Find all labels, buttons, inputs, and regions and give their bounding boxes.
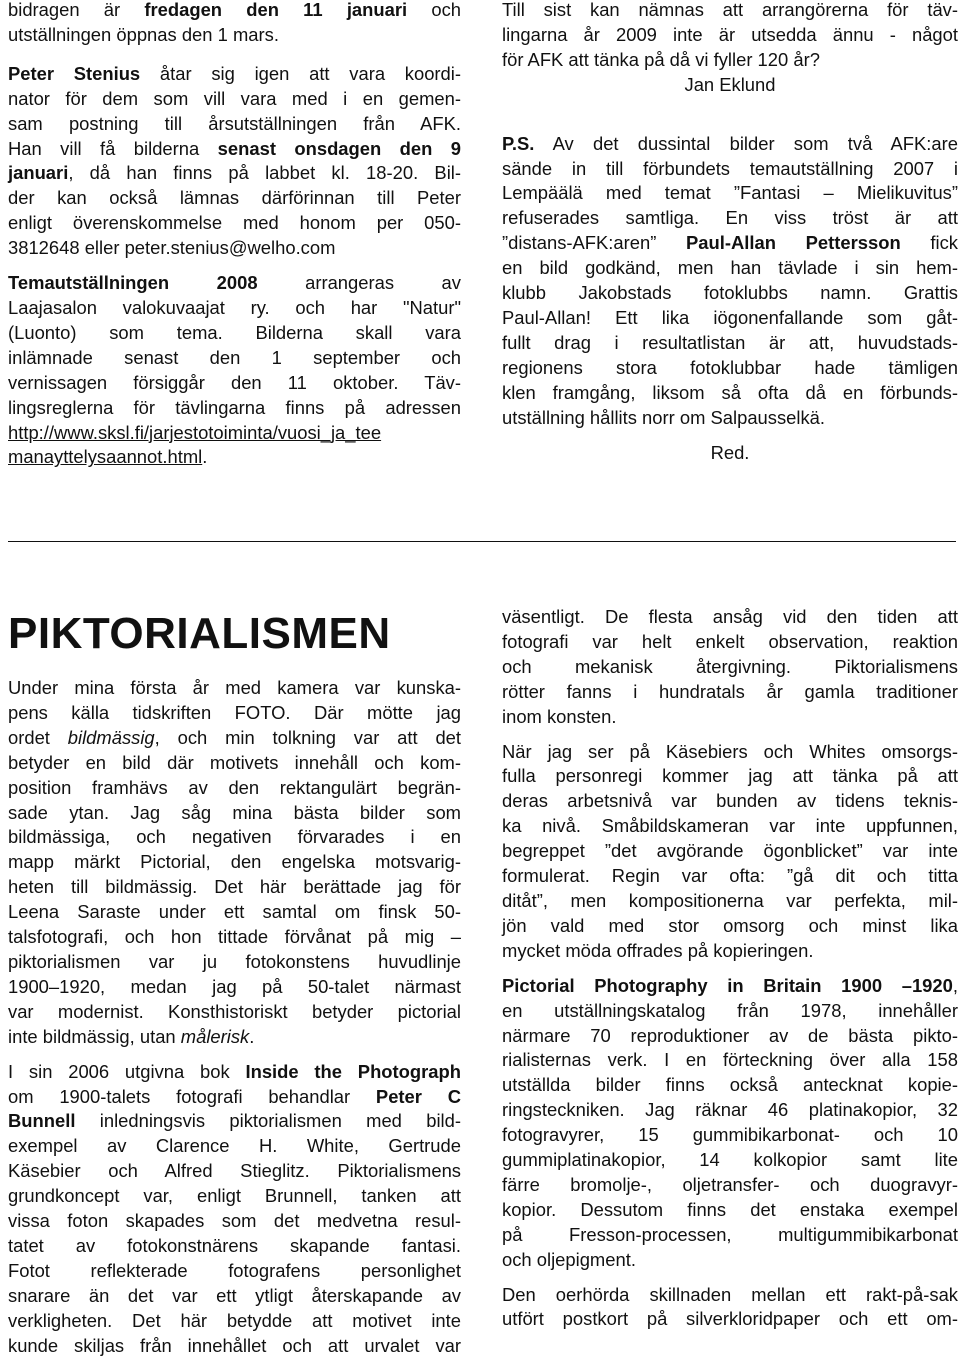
paragraph-bunnell: I sin 2006 utgivna bok Inside the Photograph om 1900-talets fotografi behandlar Peter C Bunnell inledningsvis piktorialismen med bild- exempel av Clarence H. White, Gertrude Käsebier och Alfred Stieglitz. Piktorialismens grundkoncept var, enligt Brunnell, tanken att vissa foton skapades som det medvetna resul- tatet av fotokonstnärens skapande fantasi. Fotot reflekterade fotografens personlighet snarare än det var ett ytligt återskapande av verkligheten. Det här betydde att motivet inte kunde skiljas från innehållet och att urvalet var [8,1060,461,1356]
column-top-right [502,0,958,465]
paragraph-postscript: P.S. Av det dussintal bilder som två AFK:are sände in till förbundets temautställning 2007 i Lempäälä med temat ”Fantasi – Mielikuvitus” refuserades samtliga. En viss tröst är att ”distans-AFK:aren” Paul-Allan Pettersson fick en bild godkänd, men han tävlade i sin hem- klubb Jakobstads fotoklubbs namn. Grattis Paul-Allan! Ett lika iögonenfallande som gåt- fullt drag i resultatlistan är att, huvudstads- regionens stora fotoklubbar hade tämligen klen framgång, liksom så ofta då en förbunds- utställning hållits norr om Salpausselkä. [502,132,959,428]
column-top-left [8,0,461,470]
column-bottom-left [8,604,461,1358]
section-divider [8,541,956,542]
paragraph-deadline: bidragen är fredagen den 11 januari och utställningen öppnas den 1 mars. [8,0,462,45]
catalog-title: Pictorial Photography in Britain 1900 –1920 [502,974,953,996]
deadline-date: fredagen den 11 januari [144,0,408,20]
paragraph-theme-exhibition: Temautställningen 2008 arrangeras av Laajasalon valokuvaajat ry. och har "Natur" (Luonto) som tema. Bilderna skall vara inlämnade senast den 1 september och vernissagen försiggår den 11 oktober. Täv- lingsreglerna för tävlingarna finns på adressen http://www.sksl.fi/jarjestotoiminta/vuosi_ja_tee manayttelysaannot.html. [8,272,461,468]
article-title: PIKTORIALISMEN [8,609,391,658]
paragraph-organizers: Till sist kan nämnas att arrangörerna för täv- lingarna år 2009 inte är utsedda ännu - något för AFK att tänka på då vi fyller 120 år? [502,0,958,70]
paragraph-continuation: väsentligt. De flesta ansåg vid den tiden att fotografi var helt enkelt observation, reaktion och mekanisk återgivning. Piktorialismens rötter fanns i hundratals år gamla traditioner inom konsten. [502,606,958,727]
rules-link-continued[interactable]: manayttelysaannot.html [8,446,203,468]
paragraph-coordinator: Peter Stenius åtar sig igen att vara koordi- nator för dem som vill vara med i en gemen- sam postning till årsutställningen från AFK. Han vill få bilderna senast onsdagen den 9 januari, då han finns på labbet kl. 18-20. Bil- der kan också lämnas därförinnan till Peter enligt överenskommelse med honom per 050- 3812648 eller peter.stenius@welho.com [8,62,461,259]
book-title: Inside the Photograph [245,1060,461,1082]
signature-red: Red. [710,441,750,463]
paragraph-catalog: Pictorial Photography in Britain 1900 –1920, en utställningskatalog från 1978, innehåller närmare 70 reproduktioner av de bästa pikto- rialisternas verk. I en förteckning över alla 158 utställda bilder finns också antecknat kopie- ringsteckniken. Jag räknar 46 platinakopior, 32 fotogravyrer, 15 gummibikarbonat- och 10 gummiplatinakopior, 14 kolkopior samt lite färre bromolje-, oljetransfer- och duogravyr- kopior. Dessutom finns det enstaka exempel på Fresson-processen, multigummibikarbonat och oljepigment. [502,974,958,1270]
paragraph-kasebier-white: När jag ser på Käsebiers och Whites omsorgs- fulla personregi kommer jag att tänka på att deras arbetsnivå var bunden av tidens teknis- ka nivå. Småbildskameran var inte uppfunnen, begreppet ”det avgörande ögonblicket” var inte formulerat. Regin var ofta: ”gå dit och titta ditåt”, men kompositionerna var perfekta, mil- jön vald med stor omsorg och minst lika mycket möda offrades på kopieringen. [502,740,958,961]
name-peter-stenius: Peter Stenius [8,62,141,84]
signature-jan-eklund: Jan Eklund [684,73,776,95]
rules-link[interactable]: http://www.sksl.fi/jarjestotoiminta/vuosi_ja_tee [8,421,382,443]
paragraph-intro: Under mina första år med kamera var kunska- pens källa tidskriften FOTO. Där mötte jag ordet bildmässig, och min tolkning var att det betyder en bild där motivets innehåll och kom- position framhävs av den rektangulärt begrän- sade ytan. Jag såg mina bästa bilder som bildmässiga, och negativen förvarades i en mapp märkt Pictorial, den engelska motsvarig- heten till bildmässig. Det här berättade jag för Leena Saraste under ett samtal om finsk 50- talsfotografi, och hon tittade förvånat på mig – piktorialismen var ju fotokonstens huvudlinje 1900–1920, medan jag på 50-talet närmast var modernist. Konsthistoriskt betyder pictorial inte bildmässig, utan målerisk. [8,677,462,1047]
column-bottom-right [502,605,958,1332]
paragraph-postcard: Den oerhörda skillnaden mellan ett rakt-på-sak utfört postkort på silverkloridpaper och ett om- [502,1283,958,1330]
